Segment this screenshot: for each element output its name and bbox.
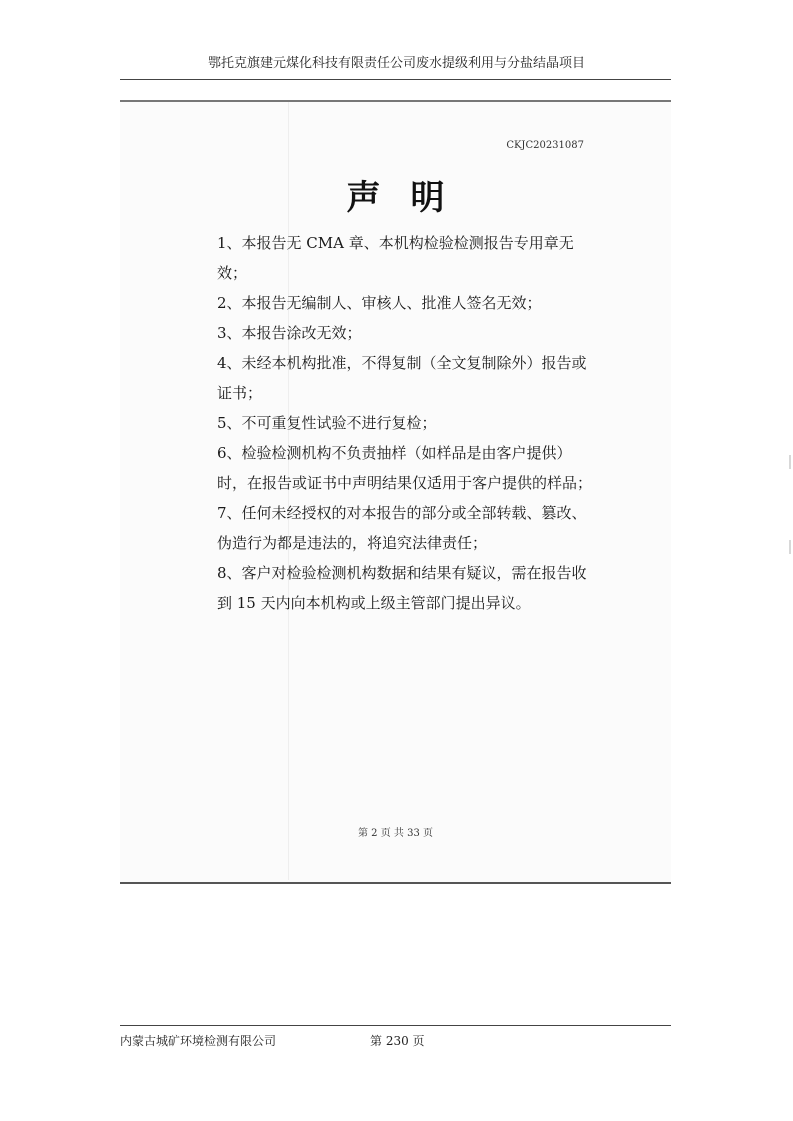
clause-2: 2、本报告无编制人、审核人、批准人签名无效； (217, 294, 542, 312)
declaration-clauses (217, 228, 592, 618)
footer-page-number: 第 230 页 (370, 1034, 425, 1048)
clause-4: 4、未经本机构批准，不得复制（全文复制除外）报告或证书； (217, 354, 587, 402)
declaration-title: 声明 (346, 178, 475, 218)
footer-company: 内蒙古城矿环境检测有限公司 (120, 1034, 277, 1048)
footer-divider (120, 1025, 671, 1026)
scan-bottom-edge (120, 882, 671, 884)
clause-7: 7、任何未经授权的对本报告的部分或全部转载、篡改、伪造行为都是违法的，将追究法律责任； (217, 504, 587, 552)
clause-3: 3、本报告涂改无效； (217, 324, 362, 342)
scanned-report-page (120, 100, 671, 882)
report-page-counter: 第 2 页 共 33 页 (358, 828, 433, 839)
clause-1: 1、本报告无 CMA 章、本机构检验检测报告专用章无效； (217, 234, 574, 282)
clause-8: 8、客户对检验检测机构数据和结果有疑议，需在报告收到 15 天内向本机构或上级主管部门提出异议。 (217, 564, 587, 612)
clause-5: 5、不可重复性试验不进行复检； (217, 414, 437, 432)
scan-edge-mark (789, 540, 791, 554)
clause-6: 6、检验检测机构不负责抽样（如样品是由客户提供）时，在报告或证书中声明结果仅适用于客户提供的样品； (217, 444, 593, 492)
report-code: CKJC20231087 (506, 140, 584, 151)
scan-edge-mark (789, 455, 791, 469)
header-divider (120, 79, 671, 80)
document-header-title: 鄂托克旗建元煤化科技有限责任公司废水提级利用与分盐结晶项目 (207, 56, 585, 71)
